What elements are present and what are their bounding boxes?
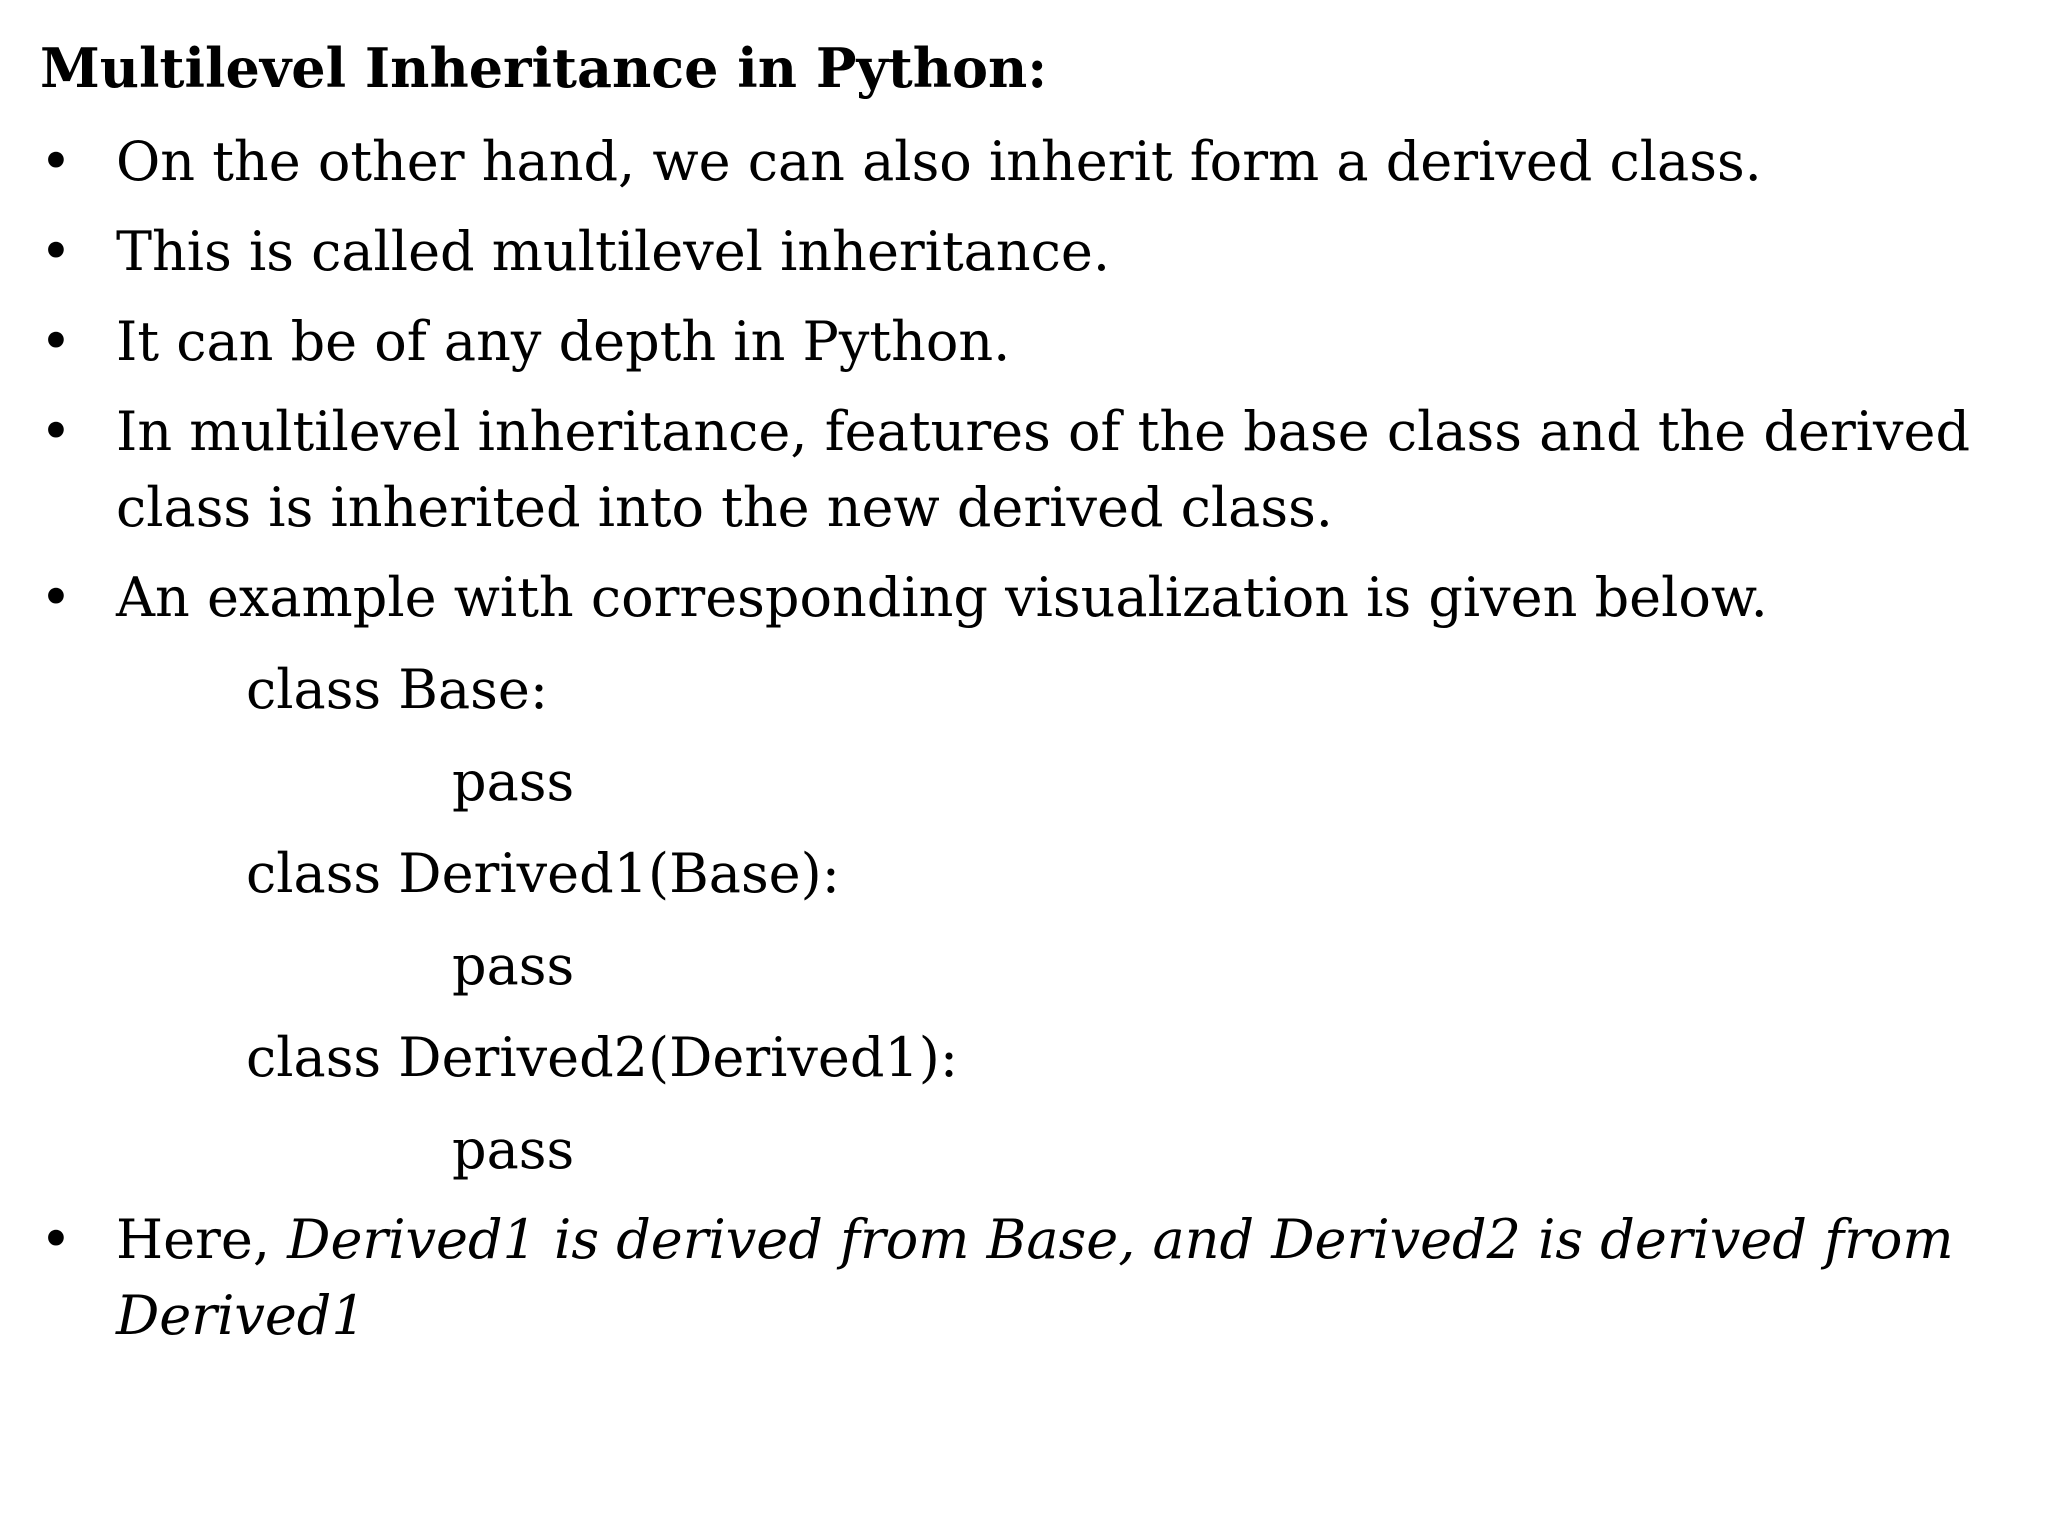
bullet-marker: • [40, 130, 72, 193]
slide-title: Multilevel Inheritance in Python: [40, 36, 1048, 100]
code-line-class-derived1: class Derived1(Base): [246, 842, 840, 905]
bullet-marker: • [40, 400, 72, 463]
bullet-text: This is called multilevel inheritance. [116, 220, 1111, 283]
summary-italic-text: Derived1 is derived from Base, and Derived2 is derived from Derived1 [116, 1208, 1954, 1347]
bullet-marker: • [40, 566, 72, 629]
code-line-class-base: class Base: [246, 658, 549, 721]
bullet-marker: • [40, 1208, 72, 1271]
code-line-class-derived2: class Derived2(Derived1): [246, 1026, 959, 1089]
bullet-text: It can be of any depth in Python. [116, 310, 1011, 373]
bullet-text: An example with corresponding visualization is given below. [116, 566, 1768, 629]
bullet-marker: • [40, 310, 72, 373]
bullet-text [116, 1202, 1996, 1354]
bullet-text: In multilevel inheritance, features of the base class and the derived class is inherited into the new derived class. [116, 400, 1971, 539]
bullet-text: On the other hand, we can also inherit form a derived class. [116, 130, 1762, 193]
code-line-pass: pass [452, 934, 575, 997]
code-line-pass: pass [452, 750, 575, 813]
summary-prefix: Here, [116, 1208, 288, 1271]
bullet-marker: • [40, 220, 72, 283]
code-line-pass: pass [452, 1118, 575, 1181]
